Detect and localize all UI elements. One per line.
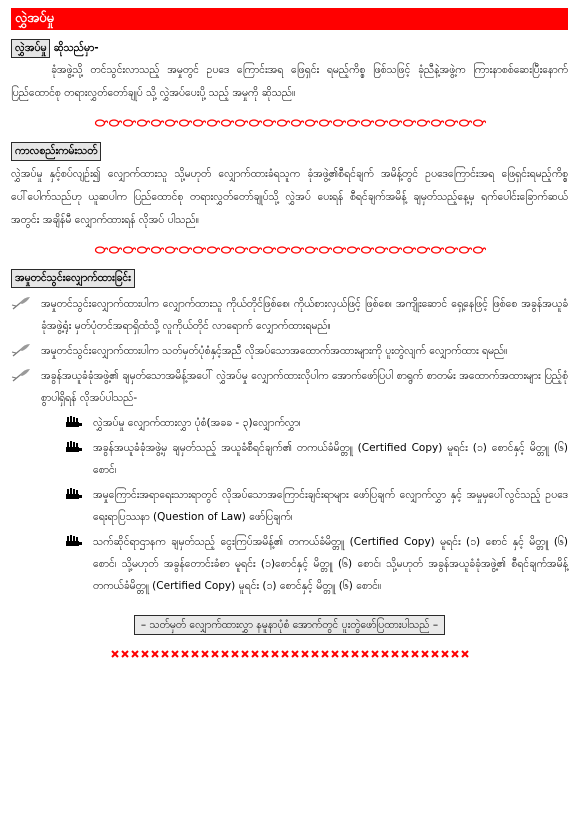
pointing-hand-icon [65,484,93,503]
feather-pen-icon [11,293,41,313]
feather-pen-icon [11,365,41,385]
list-item [65,484,568,528]
definition-label: လွှဲအပ်မှု [11,39,50,58]
filing-label: အမှုတင်သွင်းလျှောက်ထားခြင်း [11,269,135,288]
feather-pen-icon [11,340,41,360]
document-content [11,8,568,659]
ornamental-divider [94,244,486,256]
list-item [65,412,568,434]
sub-item-text: သက်ဆိုင်ရာဌာနက ချမှတ်သည့် ငွေးကြပ်အမိန့်၏ တကယ်ခံမိတ္တူ (Certified Copy) မူရင်း (၁) စောင် နှင့် မိတ္တူ (၆) စောင်၊ သို့မဟုတ် အခွန်တောင်းခံစာ မူရင်း (၁)စောင်နှင့် မိတ္တူ (၆) စောင်၊ သို့မဟုတ် အခွန်အယူခံခုံအဖွဲ့၏ စီရင်ချက်အမိန့် တကယ်ခံမိတ္တူ (Certified Copy) မူရင်း (၁) စောင်နှင့် မိတ္တူ (၆) စောင်။ [93,536,568,592]
time-limit-paragraph: လွှဲအပ်မှု နှင့်စပ်လျဉ်း၍ လျှောက်ထားသူ သို့မဟုတ် လျှောက်ထားခံရသူက ခုံအဖွဲ့၏စီရင်ချက် အမိန့်တွင် ဥပဒေကြောင်းအရ ဖြေရှင်းရမည့်ကိစ္စ ပေါ်ပေါက်သည်ဟု ယူဆပါက ပြည်ထောင်စု တရားလွှတ်တော်ချုပ်သို့ လွှဲအပ် ပေးရန် စီရင်ချက်အမိန့် ချမှတ်သည့်နေ့မှ ရက်ပေါင်းခြောက်ဆယ် အတွင်း အချိန်မီ လျှောက်ထားရန် လိုအပ် ပါသည်။ [11,168,568,226]
list-item [11,365,568,409]
time-limit-heading [11,139,568,163]
list-item [11,293,568,337]
sample-form-note: – သတ်မှတ် လျှောက်ထားလွှာ နမူနာပုံစံ အောက်တွင် ပူးတွဲဖော်ပြထားပါသည် – [134,615,445,635]
page-title-bar [11,8,568,30]
pointing-hand-icon [65,437,93,456]
definition-paragraph: ခုံအဖွဲ့သို့ တင်သွင်းလာသည့် အမှုတွင် ဥပဒေ ကြောင်းအရ ဖြေရှင်း ရမည့်ကိစ္စ ဖြစ်သဖြင့် ခုံညီနဲ့အဖွဲ့က ကြားနာစစ်ဆေးပြီးနောက် ပြည်ထောင်စု တရားလွှတ်တော်ချုပ် သို့ လွှဲအပ်ပေးပို့ သည့် အမှုကို ဆိုသည်။ [11,64,568,99]
definition-heading [11,37,568,59]
bullet-text: အမှုတင်သွင်းလျှောက်ထားပါက သတ်မှတ်ပုံစံနှင့်အညီ လိုအပ်သောအထောက်အထားများကို ပူးတွဲလျက် လျှောက်ထား ရမည်။ [41,345,508,357]
bullet-text: အခွန်အယူခံခုံအဖွဲ့၏ ချမှတ်သောအမိန့်အပေါ် လွှဲအပ်မှု လျှောက်ထားလိုပါက အောက်ဖော်ပြပါ စာရွက် စာတမ်း အထောက်အထားများ ပြည့်စုံစွာပါရှိရန် လိုအပ်ပါသည်- [41,370,568,404]
sub-item-text: အမှုကြောင်းအရာရေးသားရာတွင် လိုအပ်သောအကြောင်းချင်းရာများ ဖော်ပြချက် လျှောက်လွှာ နှင့် အမှုမှပေါ်လွင်သည့် ဥပဒေရေးရာပြဿနာ (Question of Law) ဖော်ပြချက်၊ [93,489,568,523]
page-title: လွှဲအပ်မှု [15,11,54,26]
pointing-hand-icon [65,531,93,550]
ornamental-divider [94,117,486,129]
time-limit-label: ကာလစည်းကမ်းသတ် [11,142,101,161]
sub-item-text: အခွန်အယူခံခုံအဖွဲ့မှ ချမှတ်သည့် အယူခံစီရင်ချက်၏ တကယ်ခံမိတ္တူ (Certified Copy) မူရင်း (၁) စောင်နှင့် မိတ္တူ (၆) စောင်၊ [93,442,568,476]
sample-form-note-wrapper [11,615,568,635]
bullet-text: အမှုတင်သွင်းလျှောက်ထားပါက လျှောက်ထားသူ ကိုယ်တိုင်ဖြစ်စေ၊ ကိုယ်စားလှယ်ဖြင့် ဖြစ်စေ၊ အကျိုးဆောင် ရှေ့နေဖြင့် ဖြစ်စေ အခွန်အယူခံ ခုံအဖွဲ့ရုံး မှတ်ပုံတင်အရာရှိထံသို့ လူကိုယ်တိုင် လာရောက် လျှောက်ထားရမည်။ [41,298,568,332]
pointing-hand-icon [65,412,93,431]
cross-ornament-divider [110,649,470,659]
required-documents-list [65,412,568,597]
definition-suffix: ဆိုသည်မှာ- [53,42,99,54]
list-item [11,340,568,362]
list-item [65,437,568,481]
sub-item-text: လွှဲအပ်မှု လျှောက်ထားလွှာ ပုံစံ(အခခ - ၃)လျှောက်လွှာ၊ [93,417,301,429]
filing-heading [11,266,568,290]
list-item [65,531,568,597]
